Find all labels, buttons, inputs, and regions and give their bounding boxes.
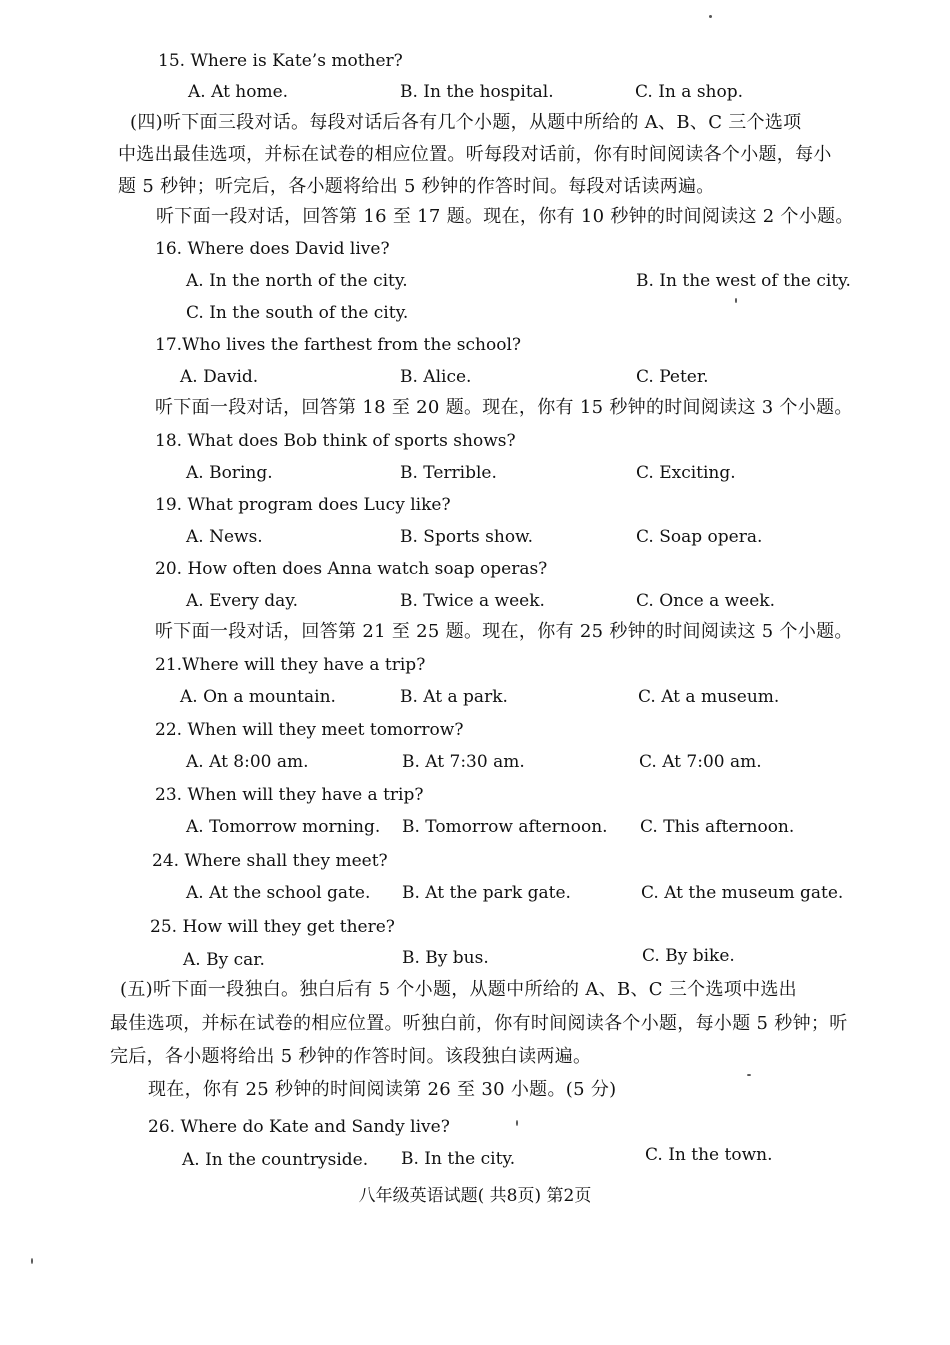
section-4-instructions-line-2: 中选出最佳选项，并标在试卷的相应位置。听每段对话前，你有时间阅读各个小题，每小 (118, 144, 832, 165)
question-17-option-b: B. Alice. (400, 367, 472, 387)
question-19-option-a: A. News. (186, 527, 263, 547)
question-24-stem: 24. Where shall they meet? (152, 851, 388, 871)
question-23-stem: 23. When will they have a trip? (155, 785, 424, 805)
question-17-stem: 17.Who lives the farthest from the school? (155, 335, 521, 355)
question-22-option-a: A. At 8:00 am. (186, 752, 309, 772)
dialogue-intro-21-25: 听下面一段对话，回答第 21 至 25 题。现在，你有 25 秒钟的时间阅读这 5 个小题。 (155, 621, 853, 642)
question-22-option-b: B. At 7:30 am. (402, 752, 525, 772)
question-15-option-a: A. At home. (188, 82, 289, 102)
question-15-option-c: C. In a shop. (635, 82, 744, 102)
question-20-option-b: B. Twice a week. (400, 591, 545, 611)
question-20-option-c: C. Once a week. (636, 591, 775, 611)
question-15-option-b: B. In the hospital. (400, 82, 554, 102)
question-26-option-b: B. In the city. (401, 1149, 516, 1169)
question-19-option-c: C. Soap opera. (636, 527, 763, 547)
scan-speck (516, 1120, 518, 1126)
question-24-option-c: C. At the museum gate. (641, 883, 844, 903)
question-16-option-a: A. In the north of the city. (186, 271, 408, 291)
question-18-stem: 18. What does Bob think of sports shows? (155, 431, 516, 451)
page-footer: 八年级英语试题( 共8页) 第2页 (358, 1186, 592, 1206)
scan-speck (735, 298, 737, 303)
question-18-option-c: C. Exciting. (636, 463, 736, 483)
section-4-instructions-line-1: (四)听下面三段对话。每段对话后各有几个小题，从题中所给的 A、B、C 三个选项 (130, 112, 802, 133)
section-5-instructions-line-3: 完后，各小题将给出 5 秒钟的作答时间。该段独白读两遍。 (110, 1046, 592, 1067)
monologue-intro-26-30: 现在，你有 25 秒钟的时间阅读第 26 至 30 小题。(5 分) (148, 1079, 617, 1100)
question-19-stem: 19. What program does Lucy like? (155, 495, 451, 515)
scan-speck (709, 15, 712, 18)
scan-speck (747, 1074, 751, 1076)
question-24-option-a: A. At the school gate. (186, 883, 371, 903)
question-25-option-c: C. By bike. (642, 946, 735, 966)
question-23-option-c: C. This afternoon. (640, 817, 795, 837)
question-26-option-a: A. In the countryside. (182, 1150, 369, 1170)
question-25-option-b: B. By bus. (402, 948, 489, 968)
question-18-option-b: B. Terrible. (400, 463, 497, 483)
question-24-option-b: B. At the park gate. (402, 883, 571, 903)
question-16-option-c: C. In the south of the city. (186, 303, 409, 323)
dialogue-intro-18-20: 听下面一段对话，回答第 18 至 20 题。现在，你有 15 秒钟的时间阅读这 3 个小题。 (155, 397, 853, 418)
question-19-option-b: B. Sports show. (400, 527, 533, 547)
question-21-option-c: C. At a museum. (638, 687, 780, 707)
question-22-option-c: C. At 7:00 am. (639, 752, 762, 772)
question-16-stem: 16. Where does David live? (155, 239, 390, 259)
question-26-option-c: C. In the town. (645, 1145, 773, 1165)
question-15-stem: 15. Where is Kate’s mother? (158, 51, 403, 71)
question-21-stem: 21.Where will they have a trip? (155, 655, 426, 675)
scan-speck (31, 1258, 33, 1264)
question-21-option-a: A. On a mountain. (180, 687, 336, 707)
question-20-stem: 20. How often does Anna watch soap operas? (155, 559, 548, 579)
section-4-instructions-line-3: 题 5 秒钟；听完后，各小题将给出 5 秒钟的作答时间。每段对话读两遍。 (118, 176, 715, 197)
question-22-stem: 22. When will they meet tomorrow? (155, 720, 464, 740)
question-26-stem: 26. Where do Kate and Sandy live? (148, 1117, 450, 1137)
dialogue-intro-16-17: 听下面一段对话，回答第 16 至 17 题。现在，你有 10 秒钟的时间阅读这 2 个小题。 (156, 206, 854, 227)
question-17-option-a: A. David. (180, 367, 259, 387)
question-25-stem: 25. How will they get there? (150, 917, 395, 937)
question-21-option-b: B. At a park. (400, 687, 508, 707)
question-23-option-a: A. Tomorrow morning. (186, 817, 381, 837)
question-17-option-c: C. Peter. (636, 367, 709, 387)
question-25-option-a: A. By car. (183, 950, 265, 970)
section-5-instructions-line-1: (五)听下面一段独白。独白后有 5 个小题，从题中所给的 A、B、C 三个选项中选出 (120, 979, 797, 1000)
section-5-instructions-line-2: 最佳选项，并标在试卷的相应位置。听独白前，你有时间阅读各个小题，每小题 5 秒钟；听 (110, 1013, 848, 1034)
question-18-option-a: A. Boring. (186, 463, 273, 483)
question-23-option-b: B. Tomorrow afternoon. (402, 817, 608, 837)
question-20-option-a: A. Every day. (186, 591, 299, 611)
question-16-option-b: B. In the west of the city. (636, 271, 851, 291)
